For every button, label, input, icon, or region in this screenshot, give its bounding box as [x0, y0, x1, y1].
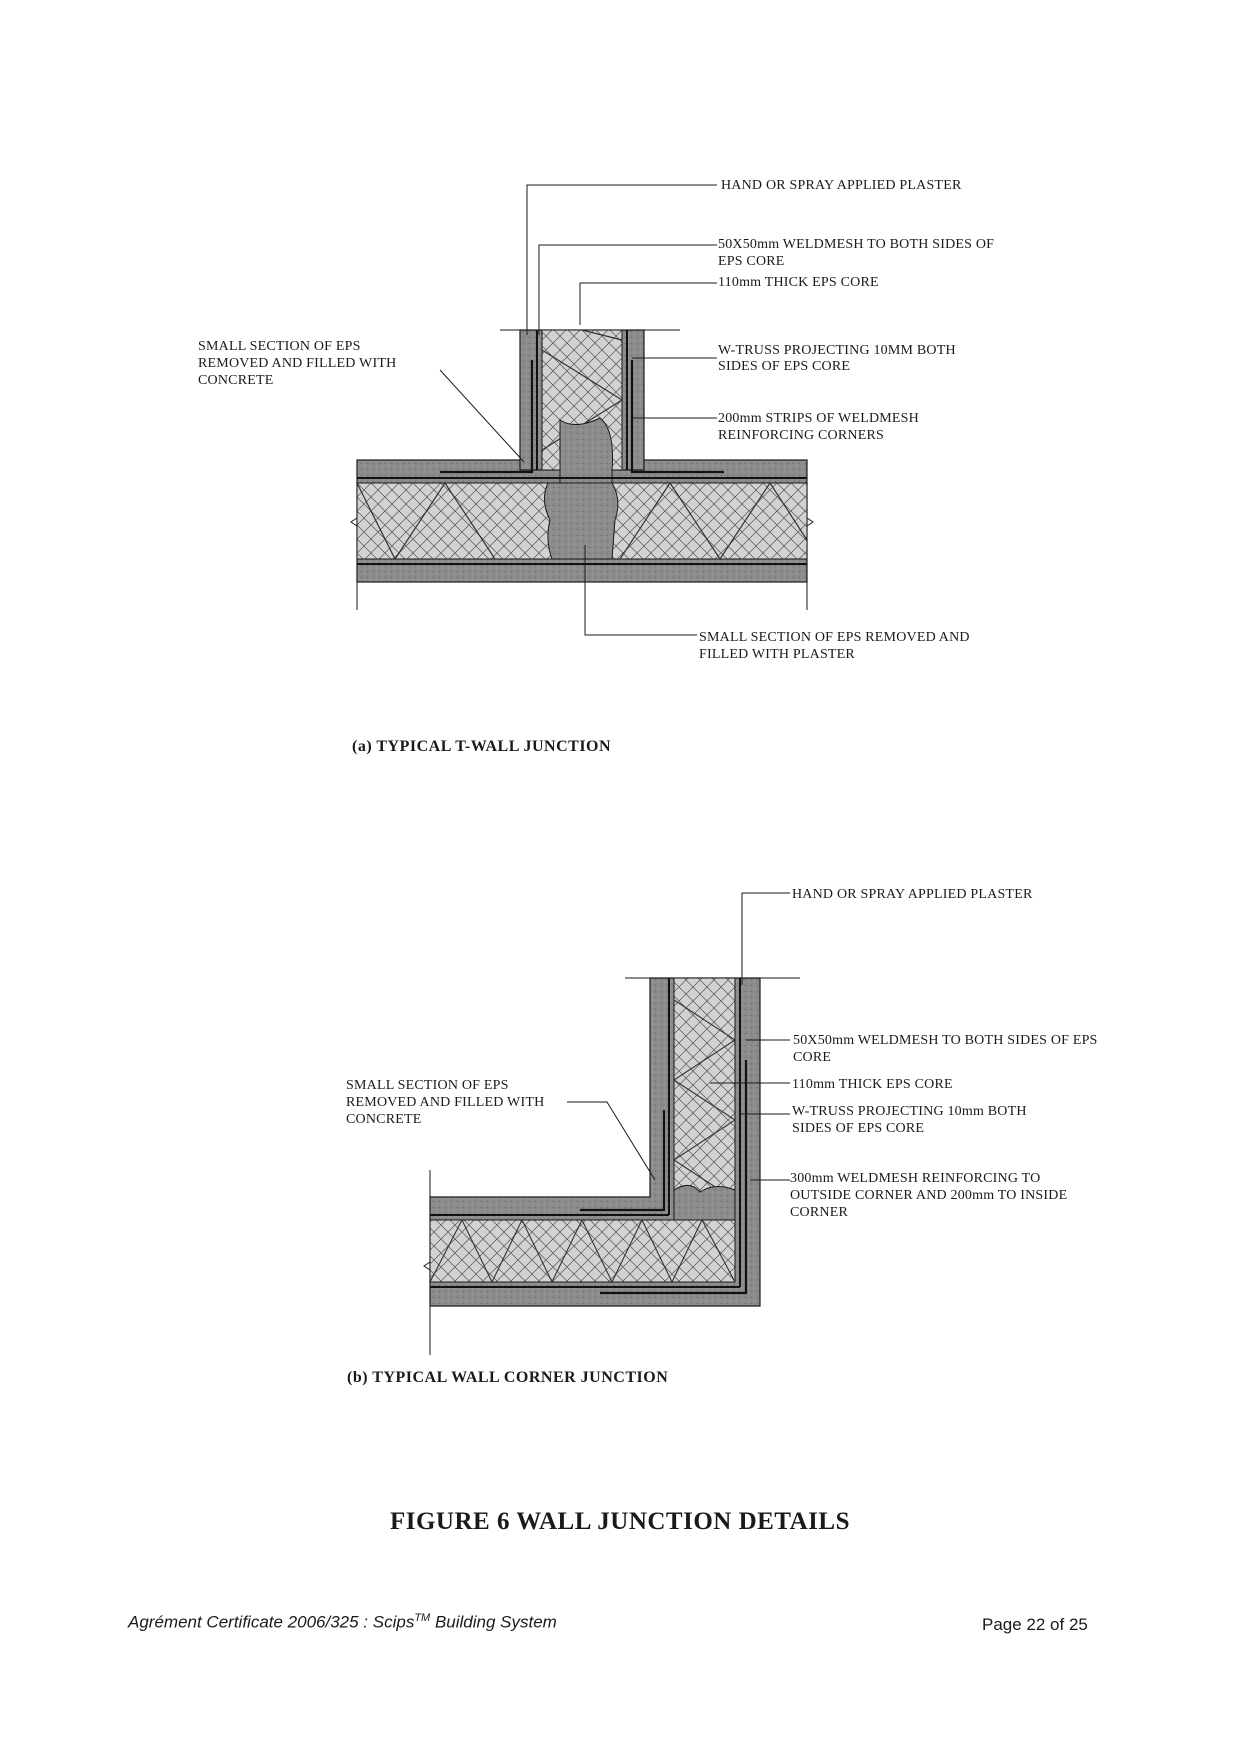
b-label-wtruss-1: W-TRUSS PROJECTING 10mm BOTH — [792, 1104, 1027, 1119]
a-label-concrete-1: SMALL SECTION OF EPS — [198, 339, 361, 354]
a-label-concrete-2: REMOVED AND FILLED WITH — [198, 356, 397, 371]
b-label-concrete-1: SMALL SECTION OF EPS — [346, 1078, 509, 1093]
t-wall-concrete-fill — [560, 418, 613, 483]
footer-certificate — [128, 1612, 557, 1633]
footer-page-number: Page 22 of 25 — [982, 1615, 1088, 1634]
a-label-weldmesh-2: EPS CORE — [718, 254, 785, 269]
a-caption: (a) TYPICAL T-WALL JUNCTION — [352, 738, 612, 755]
t-wall-plaster-fill — [544, 483, 617, 559]
a-label-weldmesh-1: 50X50mm WELDMESH TO BOTH SIDES OF — [718, 237, 995, 252]
b-label-reinf-3: CORNER — [790, 1205, 848, 1220]
figure-title: FIGURE 6 WALL JUNCTION DETAILS — [389, 1508, 850, 1535]
a-label-plaster: HAND OR SPRAY APPLIED PLASTER — [721, 178, 962, 193]
b-label-concrete-2: REMOVED AND FILLED WITH — [346, 1095, 545, 1110]
b-label-reinf-1: 300mm WELDMESH REINFORCING TO — [790, 1171, 1041, 1186]
b-label-reinf-2: OUTSIDE CORNER AND 200mm TO INSIDE — [790, 1188, 1068, 1203]
b-label-wtruss-2: SIDES OF EPS CORE — [792, 1121, 925, 1136]
footer-system-text: Building System — [430, 1612, 557, 1632]
a-label-wtruss-2: SIDES OF EPS CORE — [718, 359, 851, 374]
a-label-strips-2: REINFORCING CORNERS — [718, 428, 884, 443]
b-label-weldmesh-1: 50X50mm WELDMESH TO BOTH SIDES OF EPS — [793, 1033, 1098, 1048]
b-label-concrete-3: CONCRETE — [346, 1112, 422, 1127]
a-label-strips-1: 200mm STRIPS OF WELDMESH — [718, 411, 919, 426]
a-label-wtruss-1: W-TRUSS PROJECTING 10MM BOTH — [718, 343, 956, 358]
b-label-eps-core: 110mm THICK EPS CORE — [792, 1077, 953, 1092]
a-label-plaster-fill-2: FILLED WITH PLASTER — [699, 647, 855, 662]
corner-junction-drawing — [424, 893, 800, 1355]
footer-trademark: TM — [414, 1612, 431, 1624]
a-label-plaster-fill-1: SMALL SECTION OF EPS REMOVED AND — [699, 630, 970, 645]
a-label-eps-core: 110mm THICK EPS CORE — [718, 275, 879, 290]
a-label-concrete-3: CONCRETE — [198, 373, 274, 388]
corner-horizontal-eps-core — [430, 1220, 735, 1282]
b-caption: (b) TYPICAL WALL CORNER JUNCTION — [347, 1369, 669, 1386]
b-label-plaster: HAND OR SPRAY APPLIED PLASTER — [792, 887, 1033, 902]
footer-certificate-text: Agrément Certificate 2006/325 : Scips — [128, 1612, 415, 1632]
b-label-weldmesh-2: CORE — [793, 1050, 832, 1065]
corner-vertical-eps-core — [674, 978, 735, 1220]
